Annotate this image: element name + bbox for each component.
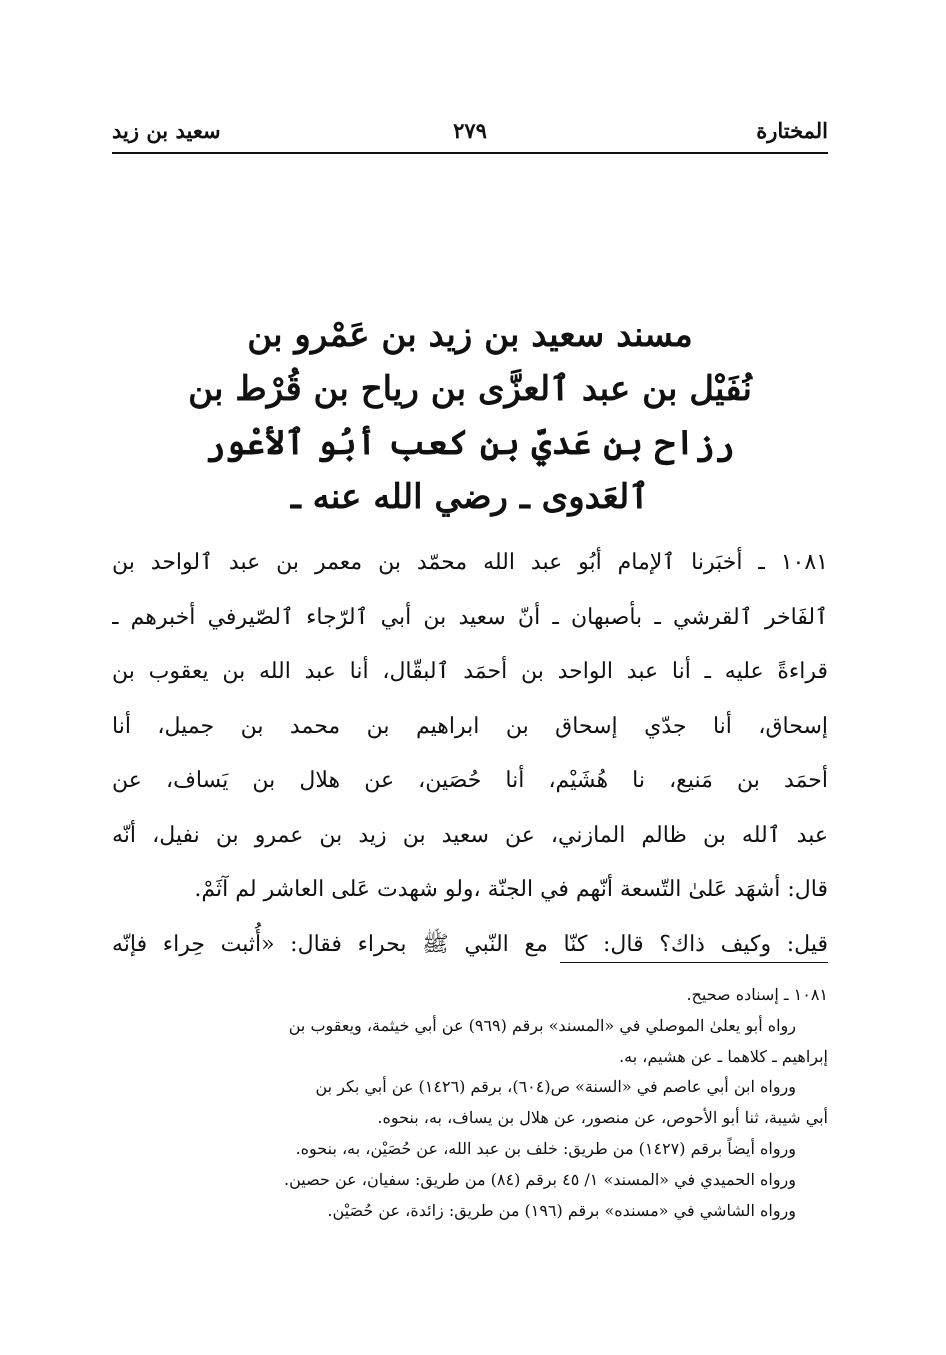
- heading-line: ٱلعَدوى ـ رضي الله عنه ـ: [290, 477, 650, 517]
- footnote-line: ورواه أيضاً برقم (١٤٢٧) من طريق: خلف بن عبد الله، عن حُصَيْن، به، بنحوه.: [295, 1138, 796, 1158]
- heading-line: نُفَيْل بن عبد ٱلعزَّى بن رياح بن قُرْط بن: [188, 369, 752, 409]
- footnote-rule: [560, 962, 828, 963]
- text-line: قيل: وكيف ذاك؟ قال: كنّا مع النّبي ﷺ بحراء فقال: «أُثبت حِراء فإنّه: [112, 931, 828, 957]
- header-rule: [112, 152, 828, 154]
- heading-line: رزاح بن عَديّ بن كعب أبُو ٱلأعْور: [205, 423, 735, 463]
- text-line: أحمَد بن مَنيع، نا هُشَيْم، أنا حُصَين، عن هلال بن يَساف، عن: [112, 768, 828, 793]
- running-header: [112, 112, 828, 152]
- footnotes: [112, 980, 828, 1226]
- text-line: إسحاق، أنا جدّي إسحاق بن ابراهيم بن محمد بن جميل، أنا: [112, 713, 828, 739]
- text-line: قراءةً عليه ـ أنا عبد الواحد بن أحمَد ٱلبقّال، أنا عبد الله بن يعقوب بن: [112, 659, 828, 684]
- footnote-line: ورواه ابن أبي عاصم في «السنة» ص(٦٠٤)، برقم (١٤٢٦) عن أبي بكر بن: [315, 1077, 796, 1097]
- section-title: سعيد بن زيد: [112, 118, 221, 143]
- footnote-line: إبراهيم ـ كلاهما ـ عن هشيم، به.: [619, 1046, 828, 1066]
- footnote-line: رواه أبو يعلىٰ الموصلي في «المسند» برقم (٩٦٩) عن أبي خيثمة، ويعقوب بن: [288, 1015, 796, 1035]
- footnote-line: ١٠٨١ ـ إسناده صحيح.: [686, 985, 828, 1004]
- hadith-text: [112, 536, 828, 972]
- chapter-heading: [150, 308, 790, 524]
- footnote-line: ورواه الحميدي في «المسند» ١/ ٤٥ برقم (٨٤) من طريق: سفيان، عن حصين.: [284, 1169, 796, 1189]
- text-line: ١٠٨١ ـ أخبَرنا ٱلإمام أبُو عبد الله محمّد بن معمر بن عبد ٱلواحد بن: [112, 550, 828, 575]
- footnote-line: أبي شيبة، ثنا أبو الأحوص، عن منصور، عن هلال بن يساف، به، بنحوه.: [377, 1108, 828, 1128]
- text-line: ٱلفَاخر ٱلقرشي ـ بأصبهان ـ أنّ سعيد بن أبي ٱلرّجاء ٱلصّيرفي أخبرهم ـ: [112, 604, 828, 630]
- heading-line: مسند سعيد بن زيد بن عَمْرو بن: [247, 315, 693, 355]
- text-line: عبد ٱلله بن ظالم المازني، عن سعيد بن زيد بن عمرو بن نفيل، أنّه: [112, 822, 828, 848]
- text-line: قال: أشهَد عَلىٰ التّسعة أنّهم في الجنّة ،ولو شهدت عَلى العاشر لم آثَمْ.: [194, 877, 828, 902]
- book-title: المختارة: [756, 118, 828, 143]
- footnote-line: ورواه الشاشي في «مسنده» برقم (١٩٦) من طريق: زائدة، عن حُصَيْن.: [327, 1200, 796, 1220]
- page-number: ٢٧٩: [453, 118, 487, 143]
